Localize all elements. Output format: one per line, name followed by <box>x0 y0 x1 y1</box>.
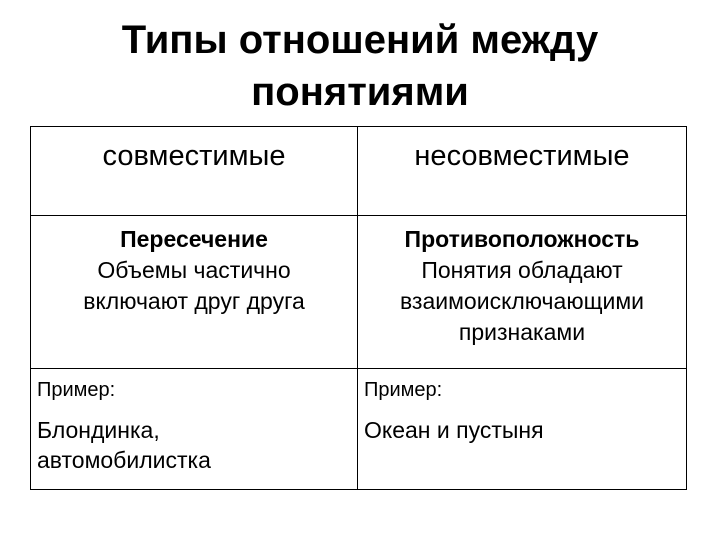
definition-line: признаками <box>458 319 586 345</box>
header-compatible-label: совместимые <box>102 140 286 172</box>
definition-line: взаимоисключающими <box>399 288 645 314</box>
definition-compatible <box>31 216 358 369</box>
example-label: Пример: <box>364 379 443 401</box>
example-line: автомобилистка <box>37 447 211 473</box>
header-incompatible <box>358 127 687 216</box>
example-row <box>31 369 687 490</box>
example-text <box>364 415 686 445</box>
title-line-1: Типы отношений между <box>121 18 599 62</box>
slide-title <box>0 14 720 118</box>
header-incompatible-label: несовместимые <box>414 140 630 172</box>
example-line: Блондинка, <box>37 417 160 443</box>
definition-line: Объемы частично <box>97 257 291 283</box>
example-text <box>37 415 357 475</box>
example-compatible <box>31 369 358 490</box>
definition-line: Понятия обладают <box>421 257 623 283</box>
title-line-2: понятиями <box>251 70 469 114</box>
header-row <box>31 127 687 216</box>
relations-table <box>30 126 687 490</box>
definition-incompatible <box>358 216 687 369</box>
example-label: Пример: <box>37 379 116 401</box>
term-intersection: Пересечение <box>120 226 268 252</box>
example-incompatible <box>358 369 687 490</box>
example-line: Океан и пустыня <box>364 417 544 443</box>
term-opposition: Противоположность <box>404 226 640 252</box>
definition-row <box>31 216 687 369</box>
header-compatible <box>31 127 358 216</box>
definition-line: включают друг друга <box>83 288 305 314</box>
